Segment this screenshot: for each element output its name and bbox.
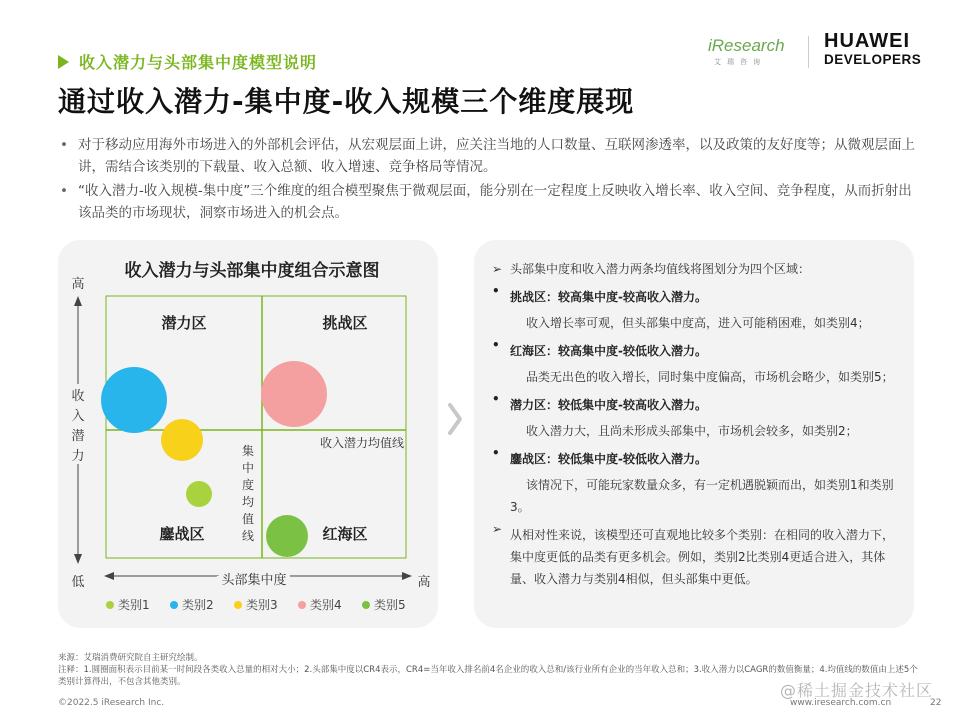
- x-axis-arrow-right-icon: [402, 572, 412, 580]
- iresearch-logo-sub: 艾瑞咨询: [714, 58, 766, 66]
- y-axis-high-label: 高: [71, 277, 85, 292]
- legend-swatch: [362, 601, 370, 609]
- y-axis-label-char: 潜: [71, 429, 85, 444]
- bubble-category-5: [266, 515, 308, 557]
- x-axis-label: 头部集中度: [221, 573, 287, 588]
- iresearch-logo-name: iResearch: [708, 36, 785, 55]
- arrow-bullet-icon: ➢: [492, 262, 503, 276]
- y-axis-arrow-up-icon: [74, 296, 82, 306]
- intro-bullet-1: • 对于移动应用海外市场进入的外部机会评估，从宏观层面上讲，应关注当地的人口数量、互联网渗透率，以及政策的友好度等；从微观层面上讲，需结合该类别的下载量、收入总额、收入增速、竞争格局等情况。: [60, 137, 915, 175]
- y-axis-label-char: 入: [71, 409, 85, 424]
- iresearch-logo: [708, 36, 794, 70]
- huawei-logo-line2: DEVELOPERS: [824, 52, 922, 67]
- bubble-category-1: [186, 481, 212, 507]
- legend-label: 类别1: [118, 598, 150, 612]
- section-label-text: 收入潜力与头部集中度模型说明: [79, 53, 318, 72]
- bubble-category-3: [161, 419, 203, 461]
- chevron-right-icon: [446, 402, 464, 436]
- page-title: 通过收入潜力-集中度-收入规模三个维度展现: [58, 85, 635, 118]
- bubble-category-4: [261, 361, 327, 427]
- watermark: @稀土掘金技术社区: [780, 681, 934, 700]
- arrow-bullet-icon: ➢: [492, 522, 503, 536]
- zone-heading: • 鏖战区：较低集中度-较低收入潜力。: [492, 446, 707, 466]
- legend-label: 类别4: [310, 598, 342, 612]
- concentration-mean-line-label-char: 值: [241, 512, 255, 526]
- explanation-intro: ➢ 头部集中度和收入潜力两条均值线将图划分为四个区域：: [492, 258, 902, 280]
- quadrant-label-red-sea: 红海区: [322, 525, 368, 543]
- legend-swatch: [298, 601, 306, 609]
- zone-heading: • 挑战区：较高集中度-较高收入潜力。: [492, 284, 707, 304]
- zone-description: 该情况下，可能玩家数量众多，有一定机遇脱颖而出，如类别1和类别3。: [510, 478, 894, 514]
- chart-legend: [106, 597, 406, 612]
- quadrant-label-challenge: 挑战区: [322, 314, 368, 332]
- triangle-bullet-icon: [58, 55, 69, 69]
- explanation-conclusion: ➢ 从相对性来说，该模型还可直观地比较多个类别：在相同的收入潜力下，集中度更低的品类有更多机会。例如，类别2比类别4更适合进入，其体量、收入潜力与类别4相似，但头部集中更低。: [492, 518, 902, 590]
- zone-description: 品类无出色的收入增长，同时集中度偏高，市场机会略少，如类别5；: [526, 370, 894, 384]
- legend-label: 类别3: [246, 598, 278, 612]
- notes-text: 注释：1.圆圈面积表示目前某一时间段各类收入总量的相对大小；2.头部集中度以CR4表示，CR4=当年收入排名前4名企业的收入总和/该行业所有企业的当年收入总和；3.收入潜力以CAGR的数值衡量；4.均值线的数值由上述5个类别计算得出，不包含其他类别。: [58, 665, 918, 687]
- source-text: 来源：艾瑞消费研究院自主研究绘制。: [58, 653, 203, 663]
- section-label: [58, 50, 317, 73]
- quadrant-label-fierce: 鏖战区: [159, 525, 205, 543]
- zone-heading: • 红海区：较高集中度-较低收入潜力。: [492, 338, 707, 358]
- concentration-mean-line-label-char: 均: [241, 495, 255, 509]
- zone-description: 收入增长率可观，但头部集中度高，进入可能稍困难，如类别4；: [526, 316, 870, 330]
- website: www.iresearch.com.cn: [790, 698, 892, 708]
- logo-divider: [808, 36, 809, 68]
- concentration-mean-line-label-char: 集: [241, 444, 255, 458]
- huawei-logo-line1: HUAWEI: [824, 30, 910, 52]
- y-axis-label-char: 力: [71, 449, 85, 464]
- y-axis-low-label: 低: [71, 575, 85, 590]
- quadrant-chart: [58, 240, 438, 628]
- zone-description: 收入潜力大，且尚未形成头部集中，市场机会较多，如类别2；: [526, 424, 858, 438]
- x-axis-arrow-left-icon: [104, 572, 114, 580]
- revenue-potential-mean-line-label: 收入潜力均值线: [320, 436, 405, 450]
- x-axis-high-label: 高: [417, 575, 431, 590]
- concentration-mean-line-label-char: 线: [241, 529, 255, 543]
- page-number: 22: [930, 698, 942, 708]
- concentration-mean-line-label: [242, 443, 254, 543]
- y-axis-label: [66, 384, 90, 464]
- legend-swatch: [106, 601, 114, 609]
- explanation-text: [492, 258, 902, 590]
- quadrant-label-potential: 潜力区: [161, 314, 207, 332]
- bubble-category-2: [101, 367, 167, 433]
- copyright: ©2022.5 iResearch Inc.: [58, 698, 165, 708]
- y-axis-label-char: 收: [71, 389, 85, 404]
- concentration-mean-line-label-char: 度: [241, 478, 255, 492]
- legend-swatch: [234, 601, 242, 609]
- concentration-mean-line-label-char: 中: [241, 461, 255, 475]
- legend-label: 类别5: [374, 598, 406, 612]
- intro-bullets: [58, 134, 918, 226]
- chart-title: 收入潜力与头部集中度组合示意图: [124, 261, 380, 281]
- intro-bullet-2: • “收入潜力-收入规模-集中度”三个维度的组合模型聚焦于微观层面，能分别在一定程度上反映收入增长率、收入空间、竞争程度，从而折射出该品类的市场现状，洞察市场进入的机会点。: [60, 183, 912, 221]
- legend-swatch: [170, 601, 178, 609]
- y-axis-arrow-down-icon: [74, 554, 82, 564]
- zone-heading: • 潜力区：较低集中度-较高收入潜力。: [492, 392, 707, 412]
- legend-label: 类别2: [182, 598, 214, 612]
- huawei-developers-logo: [824, 30, 921, 68]
